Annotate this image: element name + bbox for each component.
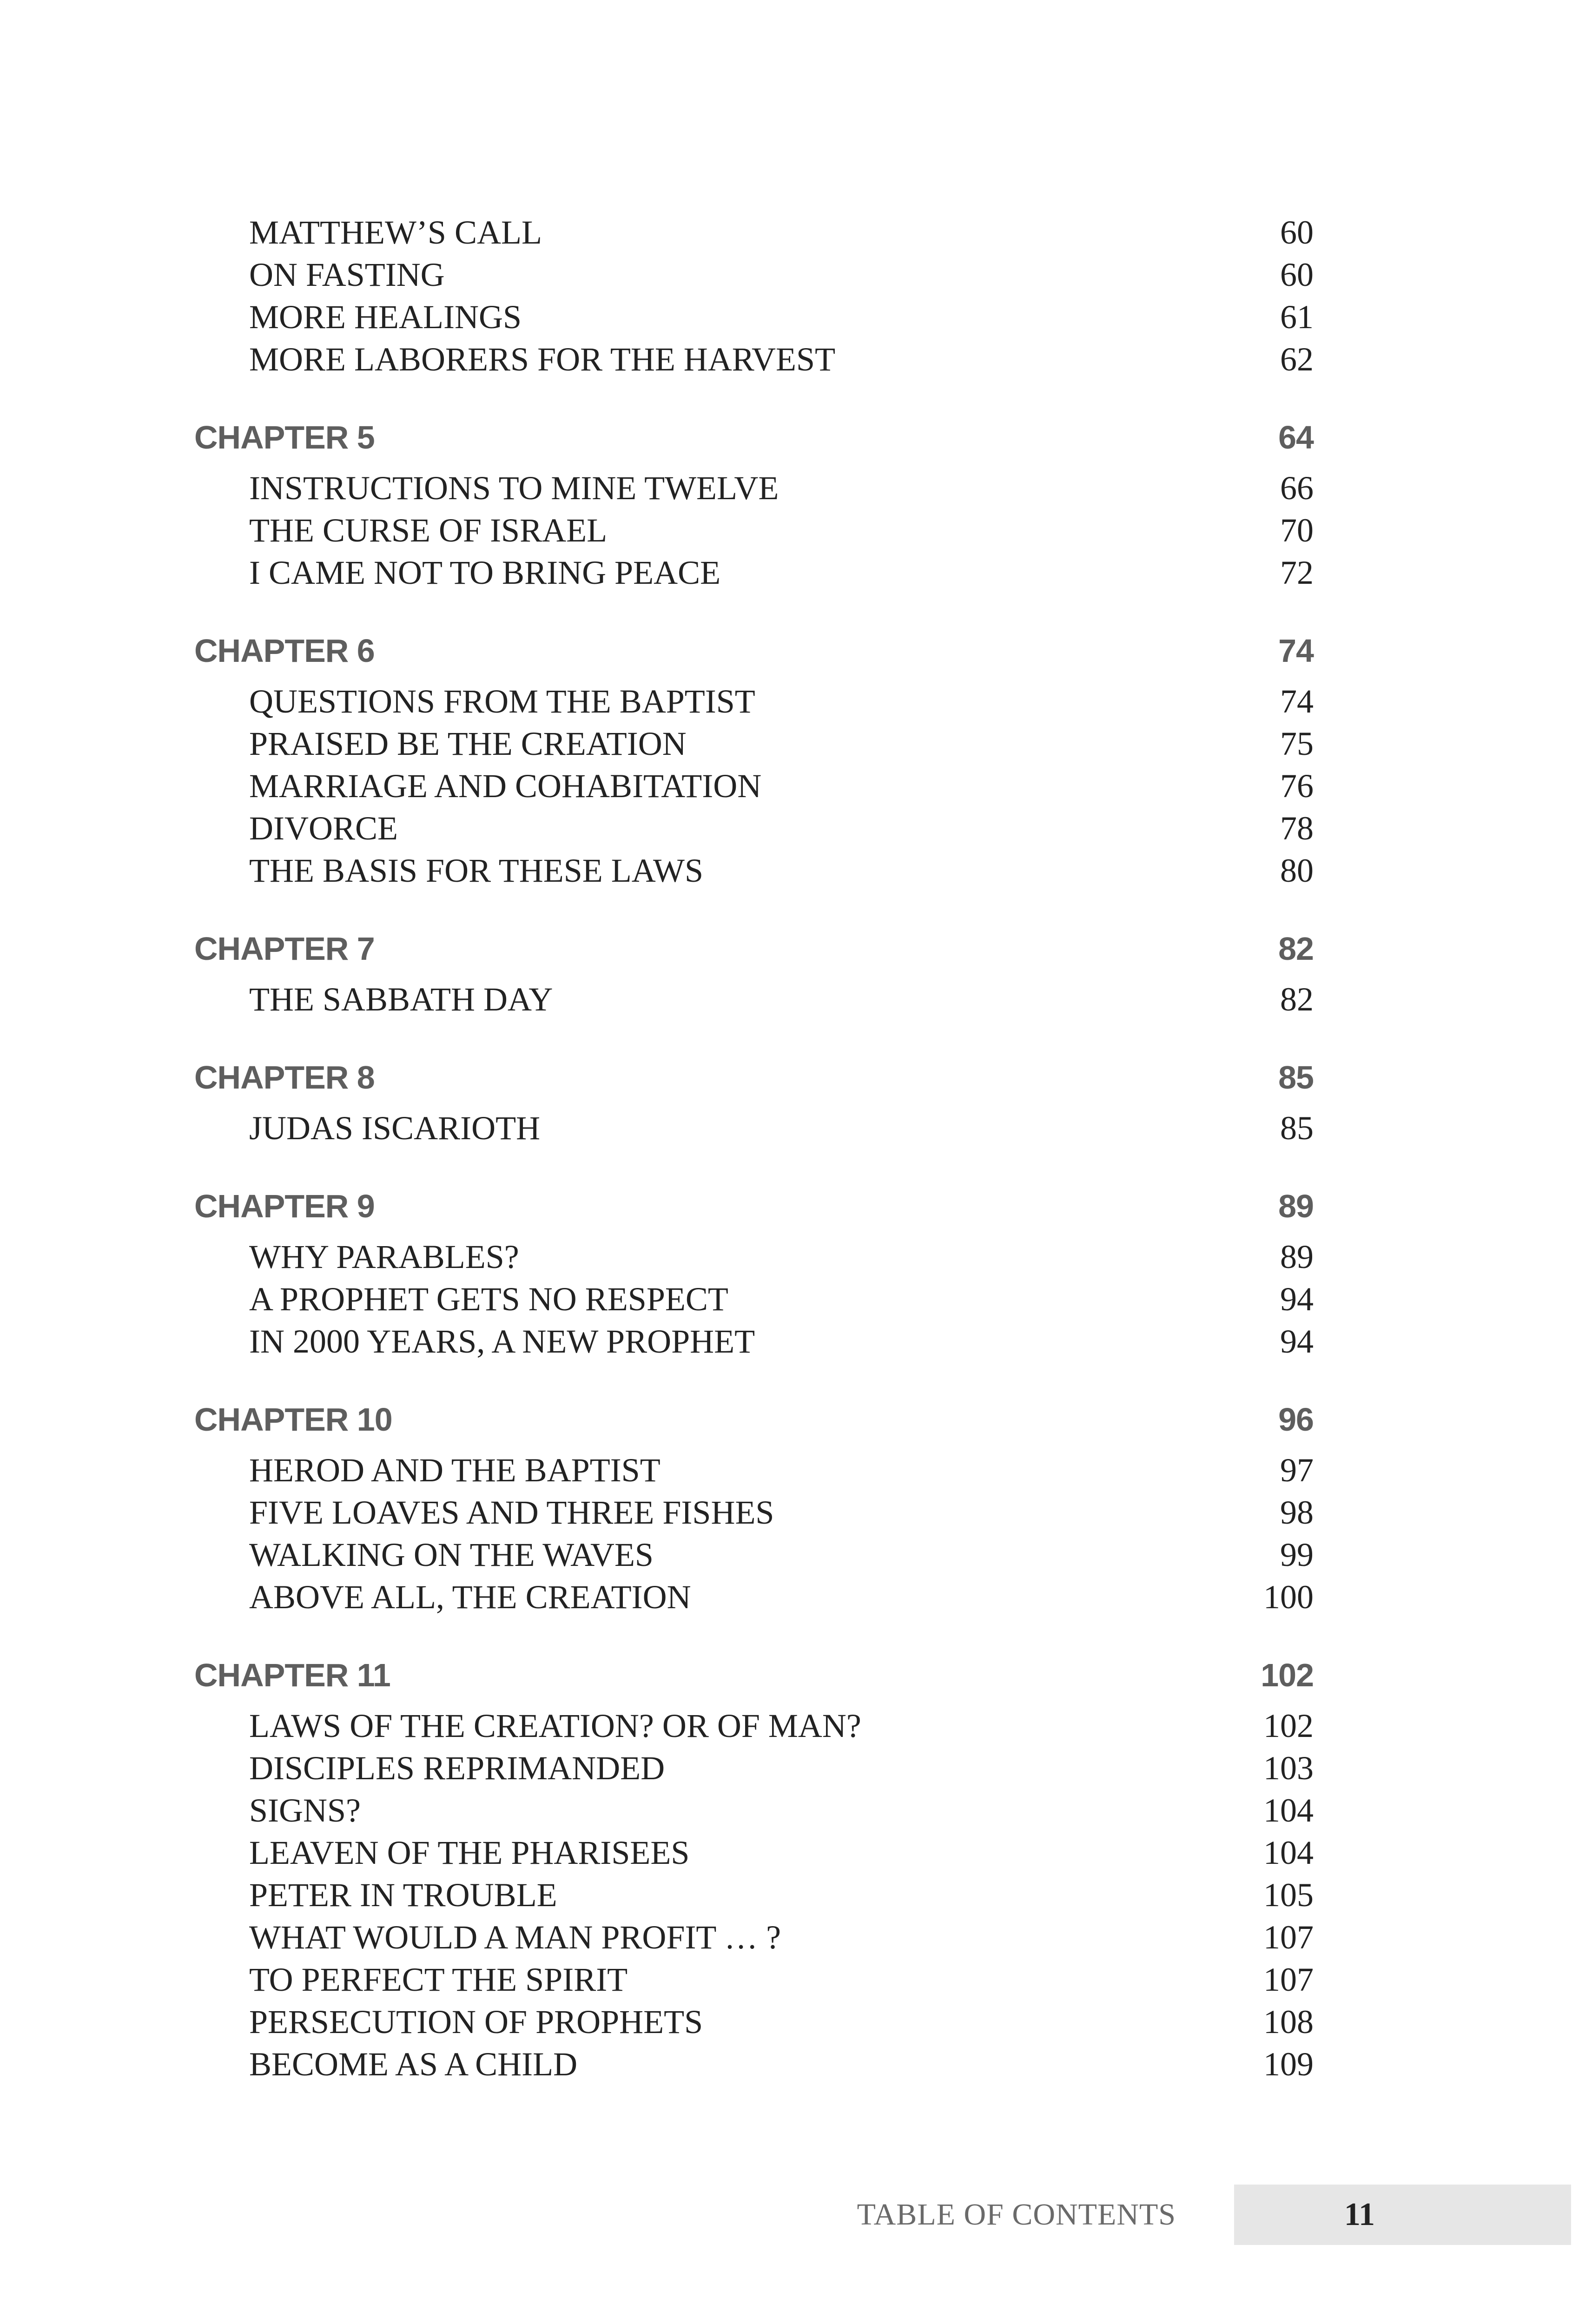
- toc-entry-title: FIVE LOAVES AND THREE FISHES: [249, 1494, 774, 1531]
- toc-entry-page: 99: [1280, 1536, 1314, 1573]
- chapter-heading: [194, 1649, 1314, 1702]
- chapter-heading: [194, 411, 1314, 464]
- toc-entry-title: PERSECUTION OF PROPHETS: [249, 2003, 703, 2040]
- toc-entry: [249, 1874, 1314, 1916]
- toc-entry-page: 89: [1280, 1238, 1314, 1275]
- toc-entry-title: JUDAS ISCARIOTH: [249, 1109, 541, 1147]
- toc-entry: [249, 1576, 1314, 1618]
- toc-entry-title: QUESTIONS FROM THE BAPTIST: [249, 683, 755, 720]
- toc-entry: [249, 765, 1314, 807]
- toc-entry: [249, 807, 1314, 850]
- page-footer: [0, 2185, 1592, 2245]
- chapter-title: CHAPTER 6: [194, 633, 375, 669]
- chapter-page: 96: [1278, 1401, 1314, 1438]
- chapter-group: [194, 411, 1314, 594]
- chapter-heading: [194, 624, 1314, 678]
- toc-lead-group: [194, 211, 1314, 381]
- toc-entry-title: SIGNS?: [249, 1792, 361, 1829]
- lead-entries: [194, 211, 1314, 381]
- toc-entry-page: 60: [1280, 214, 1314, 251]
- toc-entry-title: THE BASIS FOR THESE LAWS: [249, 852, 703, 889]
- chapter-entries: [194, 1107, 1314, 1149]
- chapter-group: [194, 624, 1314, 892]
- toc-entry-page: 104: [1263, 1834, 1314, 1871]
- toc-entry-title: WHY PARABLES?: [249, 1238, 519, 1275]
- toc-entry-page: 80: [1280, 852, 1314, 889]
- toc-entry: [249, 1705, 1314, 1747]
- toc-entry-title: I CAME NOT TO BRING PEACE: [249, 554, 721, 591]
- toc-entry: [249, 338, 1314, 381]
- chapter-title: CHAPTER 8: [194, 1059, 375, 1096]
- toc-entry: [249, 509, 1314, 552]
- toc-entry-title: ON FASTING: [249, 256, 445, 293]
- chapter-heading: [194, 922, 1314, 976]
- toc-entry: [249, 211, 1314, 254]
- chapter-title: CHAPTER 10: [194, 1401, 392, 1438]
- toc-entry-page: 74: [1280, 683, 1314, 720]
- toc-entry: [249, 1449, 1314, 1492]
- toc-entry-title: PRAISED BE THE CREATION: [249, 725, 687, 762]
- toc-entry: [249, 552, 1314, 594]
- toc-entry: [249, 723, 1314, 765]
- toc-entry-page: 78: [1280, 810, 1314, 847]
- toc-entry: [249, 1492, 1314, 1534]
- toc-entry-page: 66: [1280, 469, 1314, 507]
- toc-entry: [249, 296, 1314, 338]
- chapter-entries: [194, 1449, 1314, 1618]
- toc-entry-page: 107: [1263, 1919, 1314, 1956]
- toc-entry-title: LAWS OF THE CREATION? OR OF MAN?: [249, 1707, 861, 1744]
- toc-entry-page: 109: [1263, 2046, 1314, 2083]
- toc-entry-page: 61: [1280, 298, 1314, 336]
- toc-entry: [249, 254, 1314, 296]
- toc-entry-page: 72: [1280, 554, 1314, 591]
- toc-entry-page: 62: [1280, 341, 1314, 378]
- toc-entry-page: 104: [1263, 1792, 1314, 1829]
- toc-entry-title: ABOVE ALL, THE CREATION: [249, 1578, 691, 1616]
- chapter-heading: [194, 1393, 1314, 1446]
- toc-entry: [249, 1278, 1314, 1320]
- chapter-group: [194, 922, 1314, 1021]
- toc-entry-title: MORE HEALINGS: [249, 298, 522, 336]
- chapter-page: 64: [1278, 419, 1314, 456]
- chapter-page: 85: [1278, 1059, 1314, 1096]
- toc-entry-title: A PROPHET GETS NO RESPECT: [249, 1281, 728, 1318]
- toc-entry: [249, 850, 1314, 892]
- toc-entry: [249, 1320, 1314, 1363]
- toc-entry-title: BECOME AS A CHILD: [249, 2046, 578, 2083]
- toc-entry-title: THE SABBATH DAY: [249, 981, 553, 1018]
- chapter-title: CHAPTER 11: [194, 1657, 390, 1693]
- chapter-page: 89: [1278, 1188, 1314, 1224]
- chapter-page: 82: [1278, 931, 1314, 967]
- toc-entry-page: 82: [1280, 981, 1314, 1018]
- chapter-group: [194, 1649, 1314, 2086]
- chapter-heading: [194, 1051, 1314, 1104]
- toc-entry-page: 105: [1263, 1876, 1314, 1914]
- toc-entry: [249, 2043, 1314, 2086]
- chapter-title: CHAPTER 7: [194, 931, 375, 967]
- toc-entry-page: 75: [1280, 725, 1314, 762]
- toc-entry-title: INSTRUCTIONS TO MINE TWELVE: [249, 469, 779, 507]
- toc-entry-title: WALKING ON THE WAVES: [249, 1536, 654, 1573]
- chapter-entries: [194, 978, 1314, 1021]
- chapter-group: [194, 1393, 1314, 1618]
- toc-entry: [249, 1747, 1314, 1789]
- toc-entry-page: 97: [1280, 1452, 1314, 1489]
- toc-entry-title: DIVORCE: [249, 810, 398, 847]
- toc-entry-page: 76: [1280, 767, 1314, 805]
- toc-entry: [249, 1534, 1314, 1576]
- toc-entry: [249, 467, 1314, 509]
- toc-entry-title: HEROD AND THE BAPTIST: [249, 1452, 661, 1489]
- chapter-list: [194, 411, 1314, 2086]
- toc-entry-page: 107: [1263, 1961, 1314, 1998]
- toc-entry-page: 85: [1280, 1109, 1314, 1147]
- toc-entry-title: THE CURSE OF ISRAEL: [249, 512, 608, 549]
- table-of-contents: [194, 211, 1314, 2116]
- toc-entry-title: MARRIAGE AND COHABITATION: [249, 767, 762, 805]
- toc-entry-title: MATTHEW’S CALL: [249, 214, 542, 251]
- chapter-entries: [194, 680, 1314, 892]
- toc-entry: [249, 1789, 1314, 1832]
- chapter-group: [194, 1051, 1314, 1149]
- toc-entry-page: 60: [1280, 256, 1314, 293]
- chapter-group: [194, 1180, 1314, 1363]
- chapter-entries: [194, 1705, 1314, 2086]
- chapter-page: 102: [1261, 1657, 1314, 1693]
- toc-entry-title: TO PERFECT THE SPIRIT: [249, 1961, 628, 1998]
- toc-entry-page: 98: [1280, 1494, 1314, 1531]
- toc-entry-page: 94: [1280, 1323, 1314, 1360]
- toc-entry-page: 103: [1263, 1750, 1314, 1787]
- toc-entry-title: PETER IN TROUBLE: [249, 1876, 557, 1914]
- toc-entry: [249, 978, 1314, 1021]
- toc-entry-title: WHAT WOULD A MAN PROFIT … ?: [249, 1919, 781, 1956]
- chapter-title: CHAPTER 9: [194, 1188, 375, 1224]
- chapter-entries: [194, 1236, 1314, 1363]
- toc-entry-title: MORE LABORERS FOR THE HARVEST: [249, 341, 836, 378]
- chapter-heading: [194, 1180, 1314, 1233]
- toc-entry: [249, 1832, 1314, 1874]
- footer-section-label: TABLE OF CONTENTS: [857, 2198, 1176, 2232]
- chapter-page: 74: [1278, 633, 1314, 669]
- toc-entry: [249, 2001, 1314, 2043]
- toc-entry: [249, 1916, 1314, 1959]
- toc-entry-page: 102: [1263, 1707, 1314, 1744]
- toc-entry-title: DISCIPLES REPRIMANDED: [249, 1750, 665, 1787]
- toc-entry: [249, 1236, 1314, 1278]
- toc-entry: [249, 1107, 1314, 1149]
- toc-entry-page: 100: [1263, 1578, 1314, 1616]
- toc-entry-title: IN 2000 YEARS, A NEW PROPHET: [249, 1323, 755, 1360]
- toc-entry: [249, 680, 1314, 723]
- toc-entry-page: 94: [1280, 1281, 1314, 1318]
- footer-page-number: 11: [1344, 2197, 1375, 2232]
- chapter-entries: [194, 467, 1314, 594]
- toc-entry-title: LEAVEN OF THE PHARISEES: [249, 1834, 690, 1871]
- toc-entry-page: 108: [1263, 2003, 1314, 2040]
- footer-page-box: [1234, 2185, 1571, 2245]
- chapter-title: CHAPTER 5: [194, 419, 375, 456]
- toc-entry-page: 70: [1280, 512, 1314, 549]
- toc-entry: [249, 1959, 1314, 2001]
